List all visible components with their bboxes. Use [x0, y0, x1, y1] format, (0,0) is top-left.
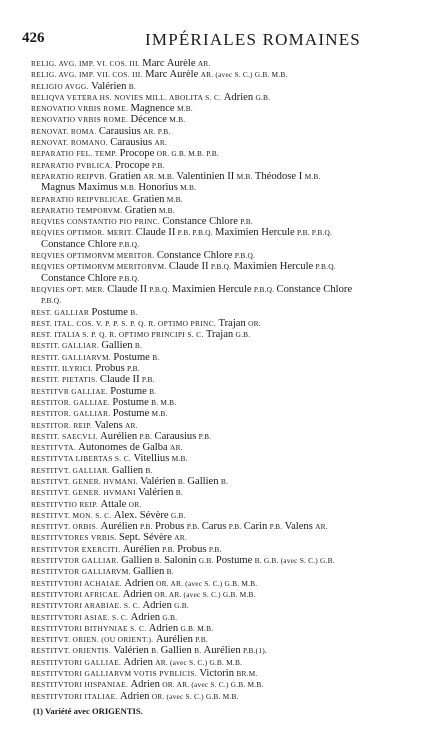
metal-code: AR.	[170, 443, 183, 453]
metal-code: AR. (avec S. C.) G.B. M.B.	[155, 657, 243, 667]
emperor-name: Claude II	[99, 374, 140, 386]
emperor-name: Constance Chlore	[41, 238, 117, 250]
emperor-name: Sept. Sévère	[118, 532, 172, 544]
index-entry	[31, 555, 434, 566]
index-entry	[31, 171, 434, 182]
coin-legend: RESTITVTORI GALLIAE.	[31, 657, 122, 667]
metal-code: B.	[145, 465, 153, 475]
emperor-name: Valérien	[138, 487, 174, 499]
metal-code: P.B.(1).	[242, 646, 267, 656]
index-entry	[31, 645, 434, 656]
index-entry	[31, 691, 434, 702]
emperor-name: Trajan	[205, 329, 234, 341]
metal-code: P.B.	[151, 160, 165, 170]
emperor-name: Gallien	[111, 464, 144, 476]
coin-legend: RESTITVTORI ITALIAE.	[31, 691, 118, 701]
coin-legend: RESTITVTORES VRBIS.	[31, 533, 117, 543]
metal-code: AR.	[315, 522, 328, 532]
index-entry	[31, 227, 434, 238]
emperor-name: Adrien	[123, 656, 153, 668]
metal-code: P.B.Q.	[210, 262, 232, 272]
emperor-name: Aurélien	[100, 430, 138, 442]
emperor-name: Postume	[113, 351, 150, 363]
emperor-name: Magnence	[130, 103, 175, 115]
index-entry	[31, 148, 434, 159]
emperor-name: Honorius	[138, 182, 178, 194]
coin-legend: REQVIES CONSTANTIO PIO PRINC.	[31, 217, 161, 227]
emperor-name: Gallien	[160, 645, 192, 657]
metal-code: B.	[194, 646, 202, 656]
coin-legend: RESTITVT. GENER. HVMANI	[31, 488, 136, 498]
metal-code: P.B.Q.	[253, 284, 275, 294]
metal-code: G.B.	[170, 510, 186, 520]
coin-legend: RESTITVR GALLIAE.	[31, 386, 108, 396]
coin-legend: RESTIT. ILYRICI.	[31, 364, 93, 374]
coin-legend: RESTITVTOR GALLIARVM.	[31, 567, 131, 577]
metal-code: P.B. P.B.Q.	[177, 228, 213, 238]
coin-legend: RELIQVA VETERA HS. NOVIES MILL. ABOLITA S. C.	[31, 92, 222, 102]
emperor-name: Procope	[114, 159, 150, 171]
coin-legend: RESTITVT. ORIENTIS.	[31, 646, 112, 656]
metal-code: P.B.	[162, 544, 175, 554]
emperor-name: Postume	[215, 555, 253, 567]
index-entry	[31, 329, 434, 340]
metal-code: B.	[177, 476, 186, 486]
metal-code: OR.	[128, 499, 142, 509]
index-entry	[31, 137, 434, 148]
emperor-name: Gratien	[109, 170, 141, 182]
metal-code: B.	[149, 386, 157, 396]
emperor-name: Victorin	[199, 668, 235, 680]
emperor-name: Aurélien	[122, 543, 160, 555]
emperor-name: Adrien	[223, 91, 254, 103]
metal-code: P.B.	[139, 431, 153, 441]
metal-code: M.B.	[158, 205, 175, 215]
index-entry	[31, 623, 434, 634]
emperor-name: Vitellius	[133, 453, 170, 465]
metal-code: BR.M.	[236, 669, 258, 679]
metal-code: M.B.	[169, 115, 186, 125]
index-entry	[31, 103, 434, 114]
metal-code: P.B.	[240, 217, 253, 227]
coin-legend: RESTITVT. ORBIS.	[31, 522, 99, 532]
emperor-name: Claude II	[168, 261, 209, 273]
metal-code: M.B.	[171, 454, 188, 464]
emperor-name: Gallien	[121, 555, 153, 567]
index-entry	[31, 408, 434, 419]
emperor-name: Gallien	[101, 340, 133, 352]
metal-code: P.B.Q.	[234, 251, 256, 261]
metal-code: AR. P.B.	[142, 126, 171, 136]
legend-index	[31, 58, 434, 702]
coin-legend: REQVIES OPTIMORVM MERITOR.	[31, 251, 155, 261]
index-entry	[31, 340, 434, 351]
index-entry	[31, 510, 434, 521]
index-entry	[31, 566, 434, 577]
coin-legend: RESTITVT. MON. S. C.	[31, 510, 112, 520]
coin-legend: REQVIES OPTIMOR. MERIT.	[31, 228, 134, 238]
metal-code: M.B.	[166, 194, 183, 204]
emperor-name: Décence	[130, 114, 167, 126]
metal-code: B.	[152, 352, 160, 362]
emperor-name: Marc Aurèle	[142, 58, 196, 69]
metal-code: P.B.	[198, 431, 212, 441]
coin-legend: RESTITVTIO REIP.	[31, 499, 99, 509]
emperor-name: Attale	[100, 498, 127, 510]
emperor-name: Alex. Sévère	[113, 509, 169, 521]
index-entry	[31, 58, 434, 69]
index-entry	[31, 465, 434, 476]
coin-legend: RELIG. AVG. IMP. VII. COS. III.	[31, 70, 143, 80]
coin-legend: REQVIES OPT. MER.	[31, 284, 105, 294]
running-title: IMPÉRIALES ROMAINES	[145, 30, 361, 49]
coin-legend: RESTITVTORI AFRICAE.	[31, 589, 121, 599]
emperor-name: Postume	[112, 408, 150, 420]
metal-code: P.B.	[195, 635, 208, 645]
index-entry	[31, 386, 434, 397]
emperor-name: Claude II	[135, 227, 176, 239]
index-entry	[31, 81, 434, 92]
coin-legend: RESTITVTOR GALLIAR.	[31, 556, 119, 566]
coin-legend: RESTITOR. REIP.	[31, 420, 93, 430]
metal-code: B.	[175, 488, 183, 498]
metal-code: B.	[154, 556, 162, 566]
coin-legend: RESTITVTORI ACHAIAE.	[31, 578, 123, 588]
metal-code: AR.	[125, 420, 138, 430]
index-entry	[31, 634, 434, 645]
coin-legend: RESTITVTORI BITHYNIAE S. C.	[31, 623, 147, 633]
metal-code: OR. AR. (avec S. C.) G.B. M.B.	[162, 680, 264, 690]
metal-code: M.B.	[304, 171, 321, 181]
index-entry	[31, 250, 434, 261]
coin-legend: RESTITVTA LIBERTAS S. C.	[31, 454, 132, 464]
emperor-name: Maximien Hercule	[171, 283, 252, 295]
coin-legend: RESTIT. PIETATIS.	[31, 375, 98, 385]
emperor-name: Constance Chlore	[41, 272, 117, 284]
index-entry	[31, 194, 434, 205]
metal-code: M.B.	[120, 183, 137, 193]
index-entry-continuation	[31, 273, 434, 284]
coin-legend: RENOVATIO VRBIS ROME.	[31, 104, 129, 114]
metal-code: B.	[128, 81, 136, 91]
metal-code: P.B.	[269, 522, 283, 532]
index-entry	[31, 307, 434, 318]
metal-code: B.	[130, 307, 138, 317]
metal-code: P.B. P.B.Q.	[297, 228, 333, 238]
emperor-name: Claude II	[107, 283, 147, 295]
index-entry	[31, 442, 434, 453]
coin-legend: RESTIT. GALLIAR.	[31, 341, 100, 351]
index-entry	[31, 679, 434, 690]
emperor-name: Probus	[177, 543, 207, 555]
emperor-name: Aurélien	[100, 521, 138, 533]
index-entry	[31, 160, 434, 171]
metal-code: P.B.Q.	[149, 284, 170, 294]
coin-legend: RELIGIO AVGG.	[31, 81, 89, 91]
coin-legend: RESTIT. GALLIARVM.	[31, 352, 112, 362]
coin-legend: REST. ITALIA S. P. Q. R. OPTIMO PRINCIPI S. C.	[31, 330, 204, 340]
metal-code: G.B.	[174, 601, 189, 611]
emperor-name: Postume	[112, 396, 149, 408]
coin-legend: REQVIES OPTIMORVM MERITORVM.	[31, 262, 167, 272]
emperor-name: Procope	[119, 148, 155, 160]
index-entry	[31, 374, 434, 385]
emperor-name: Maximien Hercule	[215, 227, 295, 239]
emperor-name: Constance Chlore	[276, 283, 353, 295]
index-entry-continuation	[31, 239, 434, 250]
emperor-name: Gratien	[124, 204, 157, 216]
coin-legend: REPARATIO REIPVBLICAE.	[31, 194, 131, 204]
emperor-name: Adrien	[124, 577, 154, 589]
footnote: (1) Variété avec ORIGENTIS.	[33, 706, 143, 716]
coin-legend: RESTITVTORI ARABIAE. S. C.	[31, 601, 141, 611]
metal-code: AR. M.B.	[143, 171, 175, 181]
metal-code: AR.	[197, 59, 211, 68]
metal-code: M.B.	[176, 104, 193, 114]
emperor-name: Postume	[110, 385, 147, 397]
metal-code: P.B.	[127, 364, 140, 374]
index-entry	[31, 284, 434, 295]
emperor-name: Autonomes de Galba	[78, 442, 168, 454]
coin-legend: RENOVATIO VRBIS ROME.	[31, 115, 129, 125]
coin-legend: RESTITVTORI HISPANIAE.	[31, 680, 129, 690]
metal-code: OR. AR. (avec S. C.) G.B. M.B.	[156, 578, 258, 588]
emperor-name: Magnus Maximus	[41, 182, 118, 194]
index-entry	[31, 431, 434, 442]
index-entry-continuation	[31, 295, 434, 306]
metal-code: G.B.	[198, 556, 214, 566]
metal-code: P.B.Q.	[315, 262, 336, 272]
index-entry	[31, 363, 434, 374]
metal-code: G.B.	[255, 92, 271, 102]
index-entry-continuation	[31, 182, 434, 193]
emperor-name: Probus	[95, 363, 125, 375]
coin-legend: REPARATIO PVBLICA.	[31, 160, 113, 170]
emperor-name: Valérien	[140, 475, 176, 487]
coin-legend: RESTITOR. GALLIAR.	[31, 409, 111, 419]
emperor-name: Aurélien	[203, 645, 241, 657]
index-entry	[31, 397, 434, 408]
index-entry	[31, 216, 434, 227]
coin-legend: REPARATIO FEL. TEMP.	[31, 149, 118, 159]
emperor-name: Adrien	[130, 679, 160, 691]
emperor-name: Théodose I	[254, 170, 303, 182]
coin-legend: RESTITOR. GALLIAE.	[31, 397, 111, 407]
index-entry	[31, 657, 434, 668]
page-number: 426	[22, 30, 45, 46]
coin-legend: REPARATIO TEMPORVM.	[31, 205, 123, 215]
emperor-name: Adrien	[130, 611, 161, 623]
metal-code: P.B.Q.	[118, 239, 140, 249]
emperor-name: Adrien	[122, 588, 153, 600]
index-entry	[31, 420, 434, 431]
emperor-name: Constance Chlore	[162, 216, 238, 228]
index-entry	[31, 318, 434, 329]
emperor-name: Marc Aurèle	[145, 69, 199, 81]
coin-legend: RESTITVT. GALLIAR.	[31, 465, 110, 475]
metal-code: AR.	[174, 533, 187, 543]
metal-code: B.	[151, 646, 159, 656]
index-entry	[31, 487, 434, 498]
metal-code: OR. G.B. M.B. P.B.	[156, 149, 219, 159]
index-entry	[31, 205, 434, 216]
emperor-name: Trajan	[218, 317, 246, 329]
coin-legend: RESTITVTORI ASIAE. S. C.	[31, 612, 129, 622]
emperor-name: Valens	[284, 521, 313, 533]
metal-code: G.B.	[235, 330, 251, 340]
coin-legend: REPARATIO REIPVB.	[31, 171, 107, 181]
index-entry	[31, 261, 434, 272]
emperor-name: Gallien	[187, 475, 219, 487]
coin-legend: RESTITVTOR EXERCITI.	[31, 544, 121, 554]
coin-legend: RESTITVT. GENER. HVMANI.	[31, 476, 138, 486]
index-entry	[31, 532, 434, 543]
coin-legend: RELIG. AVG. IMP. VI. COS. III.	[31, 59, 140, 68]
metal-code: G.B.	[162, 612, 178, 622]
metal-code: M.B.	[180, 183, 197, 193]
emperor-name: Carausius	[98, 125, 141, 137]
index-entry	[31, 600, 434, 611]
emperor-name: Carausius	[110, 137, 153, 149]
emperor-name: Probus	[154, 521, 185, 533]
emperor-name: Gallien	[133, 566, 165, 578]
index-entry	[31, 521, 434, 532]
emperor-name: Carausius	[154, 430, 197, 442]
metal-code: P.B.	[139, 522, 153, 532]
emperor-name: Valentinien II	[176, 170, 235, 182]
emperor-name: Valérien	[113, 645, 149, 657]
metal-code: B.	[166, 567, 174, 577]
page-header	[22, 30, 424, 52]
emperor-name: Adrien	[142, 600, 172, 612]
emperor-name: Valérien	[91, 80, 127, 92]
index-entry	[31, 352, 434, 363]
index-entry	[31, 499, 434, 510]
index-entry	[31, 578, 434, 589]
coin-legend: RESTITVTORI GALLIARVM VOTIS PVBLICIS.	[31, 669, 198, 679]
emperor-name: Carus	[201, 521, 227, 533]
metal-code: B. M.B.	[151, 397, 177, 407]
coin-legend: RESTITVTA.	[31, 443, 76, 453]
metal-code: B.	[134, 341, 143, 351]
metal-code: P.B.	[228, 522, 242, 532]
metal-code: OR. (avec S. C.) G.B. M.B.	[151, 691, 239, 701]
metal-code: B.	[220, 476, 229, 486]
index-entry	[31, 92, 434, 103]
coin-legend: REST. ITAL. COS. V. P. P. S. P. Q. R. OPTIMO PRINC.	[31, 318, 217, 328]
metal-code: P.B.	[208, 544, 222, 554]
index-entry	[31, 544, 434, 555]
emperor-name: Gratien	[132, 193, 165, 205]
metal-code: M.B.	[236, 171, 253, 181]
emperor-name: Valens	[94, 419, 123, 431]
metal-code: OR. AR. (avec S. C.) G.B. M.B.	[154, 589, 256, 599]
metal-code: OR.	[248, 318, 261, 328]
metal-code: AR. (avec S. C.) G.B. M.B.	[200, 70, 288, 80]
index-entry	[31, 476, 434, 487]
emperor-name: Maximien Hercule	[233, 261, 314, 273]
index-entry	[31, 69, 434, 80]
metal-code: P.B.	[141, 375, 155, 385]
coin-legend: RENOVAT. ROMA.	[31, 126, 97, 136]
metal-code: G.B. M.B.	[180, 623, 214, 633]
metal-code: AR.	[154, 138, 168, 148]
emperor-name: Adrien	[120, 690, 150, 702]
index-entry	[31, 114, 434, 125]
emperor-name: Salonin	[164, 555, 197, 567]
emperor-name: Adrien	[148, 622, 179, 634]
emperor-name: Carin	[243, 521, 268, 533]
index-entry	[31, 589, 434, 600]
index-entry	[31, 453, 434, 464]
index-entry	[31, 668, 434, 679]
metal-code: M.B.	[151, 409, 168, 419]
coin-legend: RESTIT. SAECVLI.	[31, 431, 98, 441]
metal-code: P.B.	[186, 522, 200, 532]
emperor-name: Aurélien	[155, 634, 193, 646]
coin-legend: RENOVAT. ROMANO.	[31, 138, 108, 148]
metal-code: B. G.B. (avec S. C.) G.B.	[254, 556, 335, 566]
metal-code: P.B.Q.	[41, 296, 62, 306]
index-entry	[31, 612, 434, 623]
coin-legend: REST. GALLIAR	[31, 307, 90, 317]
emperor-name: Constance Chlore	[156, 250, 233, 262]
metal-code: P.B.Q.	[118, 273, 140, 283]
emperor-name: Postume	[91, 306, 128, 318]
coin-legend: RESTITVT. ORIEN. (OU ORIENT.).	[31, 635, 154, 645]
index-entry	[31, 126, 434, 137]
